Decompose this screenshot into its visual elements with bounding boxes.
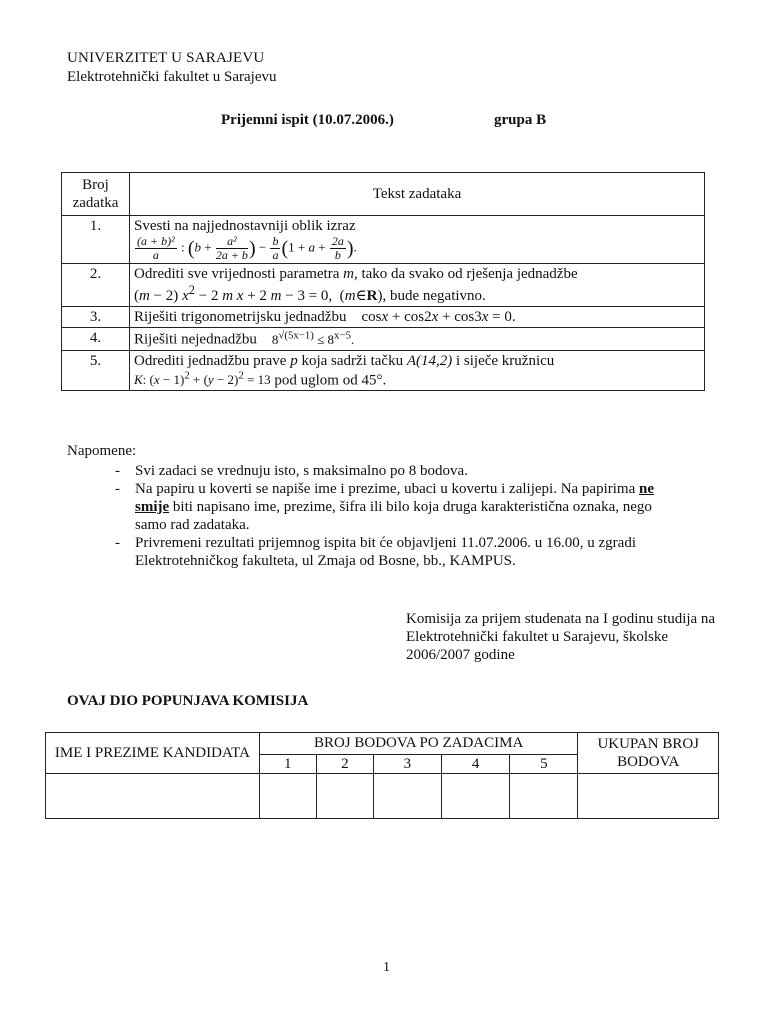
- task-text: [130, 307, 705, 328]
- points-cell-4[interactable]: [442, 774, 510, 819]
- note-emphasis: ne smije: [135, 481, 654, 515]
- task-text: [130, 328, 705, 350]
- exam-title: Prijemni ispit (10.07.2006.): [221, 112, 394, 128]
- task-number: 4.: [62, 328, 130, 350]
- task-4-formula: $8^{√(5x-1)} \le 8^{x-5}$.: [271, 329, 355, 347]
- task-4-text: Riješiti nejednadžbu: [134, 331, 257, 348]
- notes-list: [111, 462, 671, 570]
- note-text: Svi zadaci se vrednuju isto, s maksimalno po 8 bodova.: [135, 463, 468, 479]
- task-5-text: Odrediti jednadžbu prave: [134, 352, 287, 369]
- table-row: [62, 216, 705, 264]
- column-header-number: Broj zadatka: [62, 173, 130, 216]
- task-number-header: 1: [259, 754, 316, 773]
- task-number: 3.: [62, 307, 130, 328]
- task-2-param: m,: [343, 266, 358, 283]
- task-number: 2.: [62, 264, 130, 307]
- list-item: - Na papiru u koverti se napiše ime i prezime, ubaci u kovertu i zalijepi. Na papirima ne smije biti napisano ime, prezime, šifra ili bilo koja druga karakteristična oznaka, nego samo rad zadataka.: [115, 481, 654, 533]
- task-3-formula: cosx + cos2x + cos3x = 0.: [361, 309, 516, 326]
- task-2-suffix: bude negativno.: [389, 288, 486, 305]
- column-header-total: UKUPAN BROJ BODOVA: [578, 733, 719, 774]
- task-5-text-2: koja sadrži tačku: [301, 352, 404, 369]
- exam-group: grupa B: [494, 112, 547, 128]
- fill-section-title: OVAJ DIO POPUNJAVA KOMISIJA: [67, 693, 309, 709]
- task-5-formula: K: $(x - 1)^2 + (y - 2)^2 = 13$: [134, 369, 271, 388]
- faculty-name: Elektrotehnički fakultet u Sarajevu: [67, 69, 277, 85]
- task-2-text-2: tako da svako od rješenja jednadžbe: [361, 266, 578, 283]
- commission-text: Komisija za prijem studenata na I godinu studija na Elektrotehnički fakultet u Sarajevu, školske 2006/2007 godine: [406, 611, 716, 663]
- task-number: 5.: [62, 350, 130, 390]
- note-text: Na papiru u koverti se napiše ime i prezime, ubaci u kovertu i zalijepi. Na papirima: [135, 481, 636, 497]
- task-3-text: Riješiti trigonometrijsku jednadžbu: [134, 309, 347, 326]
- task-1-formula: $\frac{\text{(a + b)²}}{a}$ : (b + $\frac{\text{a²}}{2a + b}$ ) − $\frac{b}{a}$ (1 + a + $\frac{2a}{b}$ ).: [137, 234, 357, 263]
- notes-title: Napomene:: [67, 443, 137, 459]
- grading-table: [45, 732, 719, 819]
- task-text: [130, 350, 705, 390]
- task-number-header: 5: [510, 754, 578, 773]
- note-text: Privremeni rezultati prijemnog ispita bit će objavljeni 11.07.2006. u 16.00, u zgradi Elektrotehničkog fakulteta, ul Zmaja od Bosne, bb., KAMPUS.: [135, 535, 636, 569]
- points-cell-1[interactable]: [259, 774, 316, 819]
- task-2-formula: (m − 2) $x^2 - 2$ m x + 2 m − 3 = 0, (m∈R),: [134, 283, 390, 305]
- points-cell-5[interactable]: [510, 774, 578, 819]
- table-row: [62, 264, 705, 307]
- task-5-point: A(14,2): [406, 352, 453, 369]
- list-item: - Privremeni rezultati prijemnog ispita bit će objavljeni 11.07.2006. u 16.00, u zgradi Elektrotehničkog fakulteta, ul Zmaja od Bosne, bb., KAMPUS.: [115, 535, 636, 569]
- points-cell-2[interactable]: [316, 774, 373, 819]
- task-2-text: Odrediti sve vrijednosti parametra: [134, 266, 340, 283]
- university-name: UNIVERZITET U SARAJEVU: [67, 50, 265, 66]
- task-text: [130, 216, 705, 264]
- task-5-param: p: [290, 352, 298, 369]
- table-row: [62, 307, 705, 328]
- column-header-text: Tekst zadataka: [130, 173, 705, 216]
- table-row: [62, 328, 705, 350]
- total-cell[interactable]: [578, 774, 719, 819]
- task-1-text: Svesti na najjednostavniji oblik izraz: [134, 218, 356, 234]
- task-5-text-3: i siječe kružnicu: [455, 352, 555, 369]
- note-text-after: biti napisano ime, prezime, šifra ili bilo koja druga karakteristična oznaka, nego samo rad zadataka.: [135, 499, 652, 533]
- table-row: [62, 350, 705, 390]
- task-number-header: 3: [373, 754, 441, 773]
- name-cell[interactable]: [46, 774, 260, 819]
- tasks-table: [61, 172, 705, 391]
- column-header-name: IME I PREZIME KANDIDATA: [46, 733, 260, 774]
- list-item: - Svi zadaci se vrednuju isto, s maksimalno po 8 bodova.: [115, 463, 468, 479]
- task-5-text-4: pod uglom od 45°.: [274, 372, 387, 389]
- column-header-points: BROJ BODOVA PO ZADACIMA: [259, 733, 578, 755]
- points-cell-3[interactable]: [373, 774, 441, 819]
- task-text: [130, 264, 705, 307]
- task-number-header: 4: [442, 754, 510, 773]
- task-number-header: 2: [316, 754, 373, 773]
- task-number: 1.: [62, 216, 130, 264]
- page-number: 1: [383, 960, 390, 975]
